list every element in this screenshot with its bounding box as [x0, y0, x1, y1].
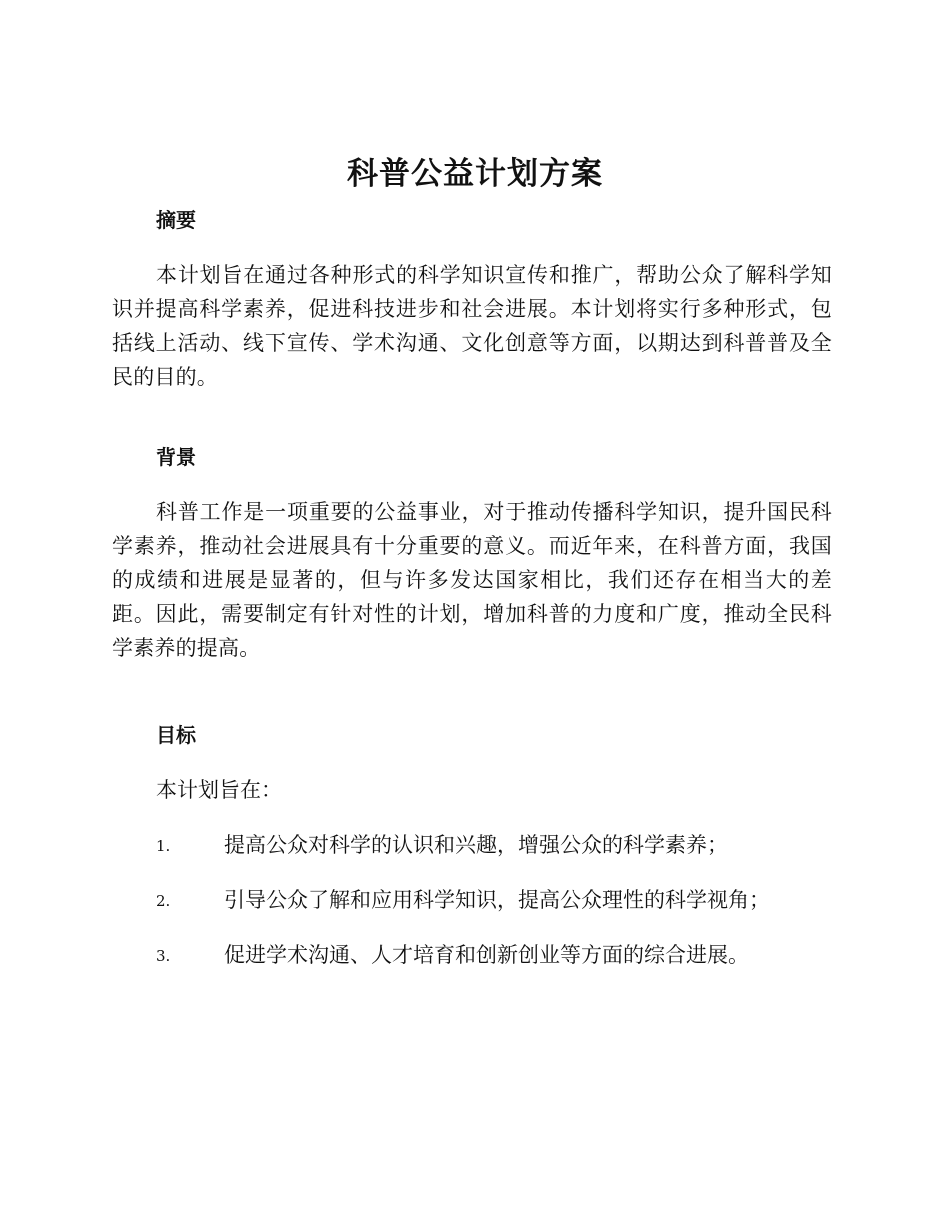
section-heading-background: 背景 — [156, 445, 196, 469]
section-heading-goals: 目标 — [156, 723, 196, 747]
goal-text: 提高公众对科学的认识和兴趣，增强公众的科学素养； — [224, 833, 728, 857]
goal-list-item — [156, 828, 836, 862]
background-paragraph: 科普工作是一项重要的公益事业，对于推动传播科学知识，提升国民科学素养，推动社会进展具有十分重要的意义。而近年来，在科普方面，我国的成绩和进展是显著的，但与许多发达国家相比，我们还存在相当大的差距。因此，需要制定有针对性的计划，增加科普的力度和广度，推动全民科学素养的提高。 — [112, 500, 832, 660]
goal-number: 3. — [156, 947, 171, 965]
goal-number: 2. — [156, 892, 171, 910]
section-heading-abstract: 摘要 — [156, 208, 196, 232]
goal-text: 引导公众了解和应用科学知识，提高公众理性的科学视角； — [224, 888, 770, 912]
goal-text: 促进学术沟通、人才培育和创新创业等方面的综合进展。 — [224, 943, 749, 967]
document-title: 科普公益计划方案 — [347, 156, 603, 192]
goal-number: 1. — [156, 837, 171, 855]
goal-list-item — [156, 883, 836, 917]
goals-lead: 本计划旨在： — [156, 778, 282, 802]
abstract-paragraph: 本计划旨在通过各种形式的科学知识宣传和推广，帮助公众了解科学知识并提高科学素养，促进科技进步和社会进展。本计划将实行多种形式，包括线上活动、线下宣传、学术沟通、文化创意等方面，以期达到科普普及全民的目的。 — [112, 263, 832, 389]
goal-list-item — [156, 938, 836, 972]
